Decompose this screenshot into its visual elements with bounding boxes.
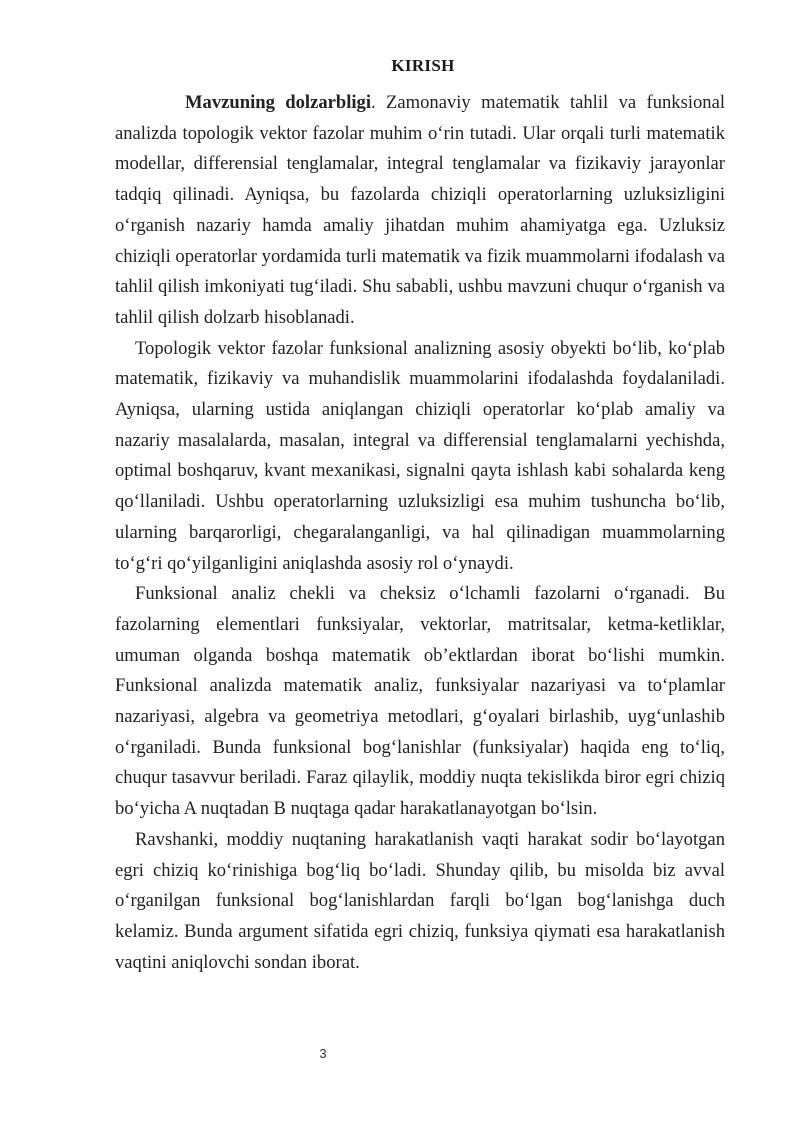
paragraph-lead: Mavzuning dolzarbligi bbox=[185, 92, 372, 113]
paragraph-topological-spaces: Topologik vektor fazolar funksional analizning asosiy obyekti boʻlib, koʻplab matematik, fizikaviy va muhandislik muammolarini ifodalashda foydalaniladi. Ayniqsa, ularning ustida aniqlangan chiziqli operatorlar koʻplab amaliy va nazariy masalalarda, masalan, integral va differensial tenglamalarni yechishda, optimal boshqaruv, kvant mexanikasi, signalni qayta ishlash kabi sohalarda keng qoʻllaniladi. Ushbu operatorlarning uzluksizligi esa muhim tushuncha boʻlib, ularning barqarorligi, chegaralanganligi, va hal qilinadigan muammolarning toʻgʻri qoʻyilganligini aniqlashda asosiy rol oʻynaydi. bbox=[115, 337, 725, 574]
paragraph-functional-analysis: Funksional analiz chekli va cheksiz oʻlchamli fazolarni oʻrganadi. Bu fazolarning elementlari funksiyalar, vektorlar, matritsalar, ketma-ketliklar, umuman olganda boshqa matematik obʼektlardan iborat boʻlishi mumkin. Funksional analizda matematik analiz, funksiyalar nazariyasi va toʻplamlar nazariyasi, algebra va geometriya metodlari, gʻoyalari birlashib, uygʻunlashib oʻrganiladi. Bunda funksional bogʻlanishlar (funksiyalar) haqida eng toʻliq, chuqur tasavvur beriladi. Faraz qilaylik, moddiy nuqta tekislikda biror egri chiziq boʻyicha A nuqtadan B nuqtaga qadar harakatlanayotgan boʻlsin. bbox=[115, 583, 725, 820]
paragraph-text: . Zamonaviy matematik tahlil va funksional analizda topologik vektor fazolar muhim oʻrin tutadi. Ular orqali turli matematik modellar, differensial tenglamalar, integral tenglamalar va fizikaviy jarayonlar tadqiq qilinadi. Ayniqsa, bu fazolarda chiziqli operatorlarning uzluksizligini oʻrganish nazariy hamda amaliy jihatdan muhim ahamiyatga ega. Uzluksiz chiziqli operatorlar yordamida turli matematik va fizik muammolarni ifodalash va tahlil qilish imkoniyati tugʻiladi. Shu sababli, ushbu mavzuni chuqur oʻrganish va tahlil qilish dolzarb hisoblanadi. bbox=[115, 92, 725, 328]
page-number: 3 bbox=[319, 1046, 327, 1061]
section-heading: KIRISH bbox=[391, 56, 455, 75]
paragraph-motion-example: Ravshanki, moddiy nuqtaning harakatlanish vaqti harakat sodir boʻlayotgan egri chiziq koʻrinishiga bogʻliq boʻladi. Shunday qilib, bu misolda biz avval oʻrganilgan funksional bogʻlanishlardan farqli boʻlgan bogʻlanishga duch kelamiz. Bunda argument sifatida egri chiziq, funksiya qiymati esa harakatlanish vaqtini aniqlovchi sondan iborat. bbox=[115, 828, 725, 973]
body-text bbox=[115, 88, 725, 978]
paragraph-relevance bbox=[115, 88, 725, 334]
